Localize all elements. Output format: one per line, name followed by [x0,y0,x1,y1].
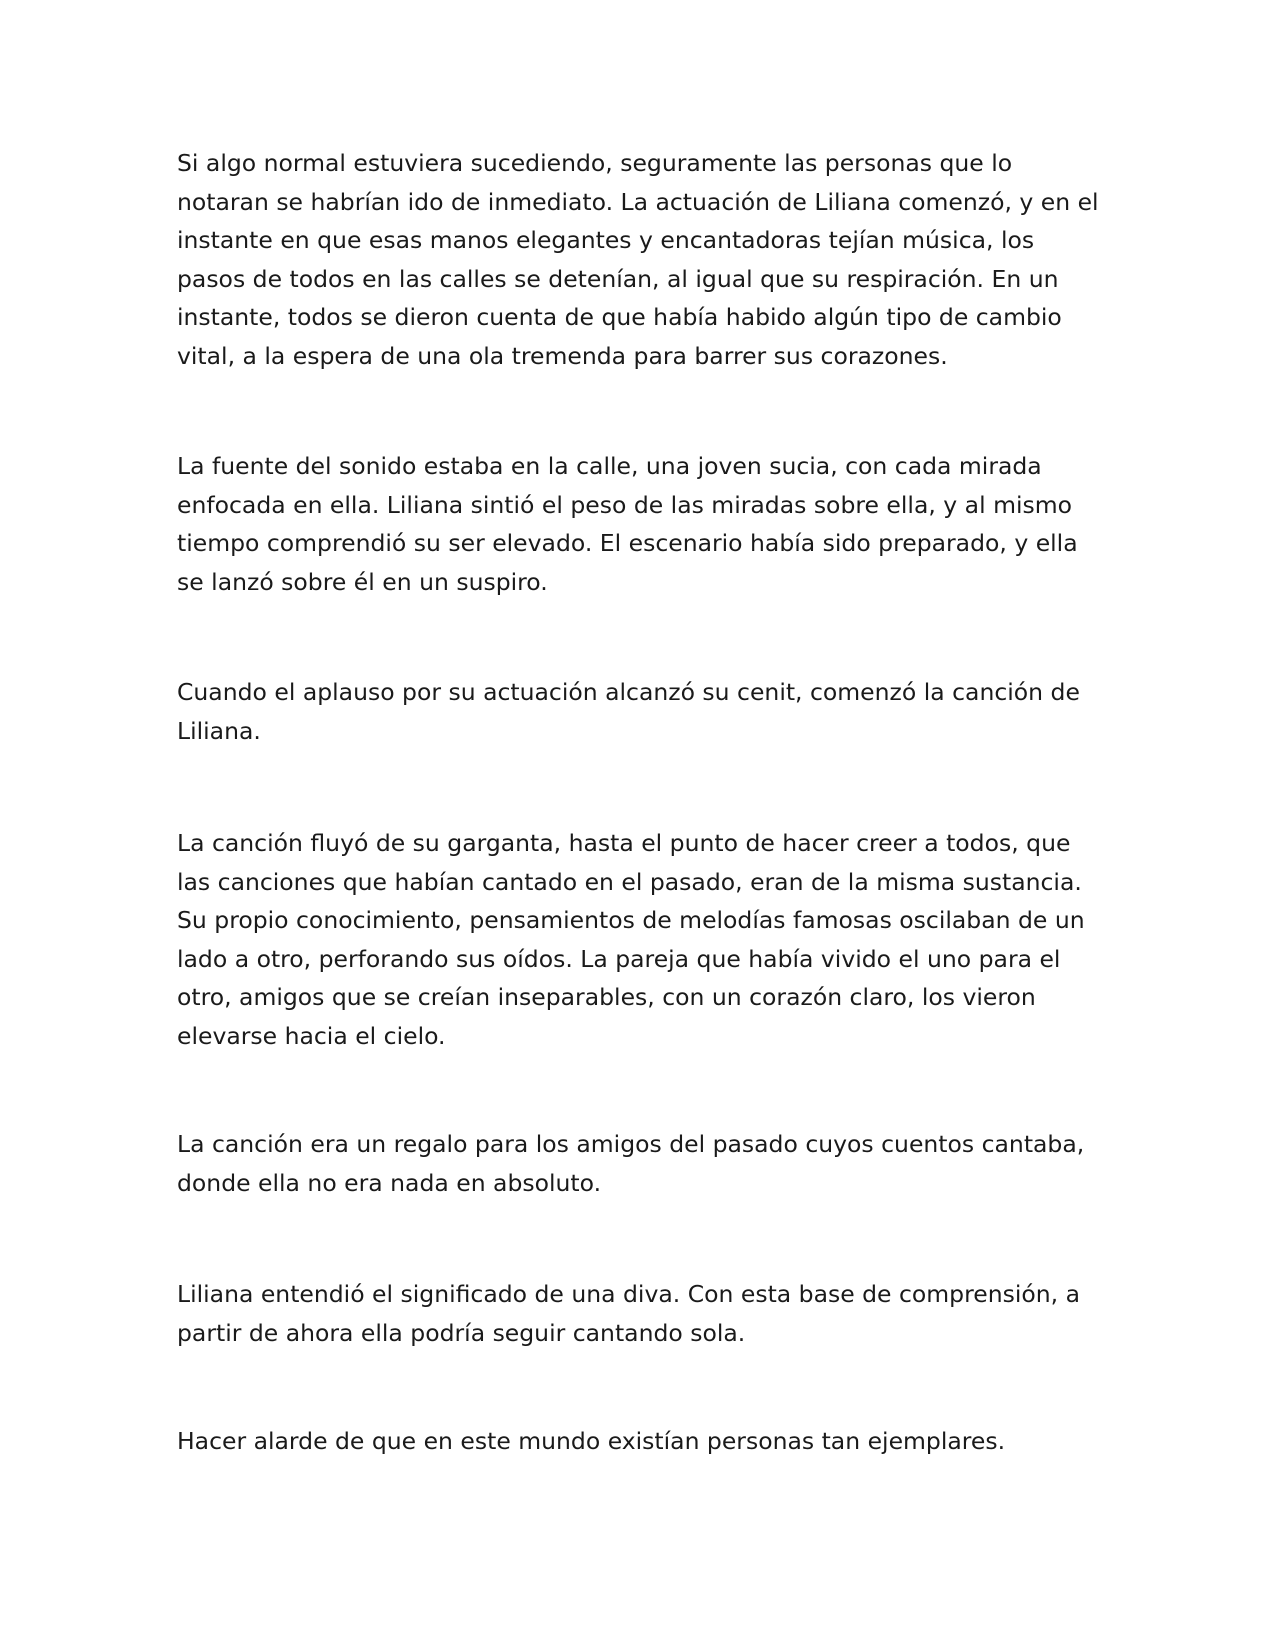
text-line: instante, todos se dieron cuenta de que había habido algún tipo de cambio [177,303,1062,331]
paragraph-2 [177,447,1107,601]
paragraph-6 [177,1275,1107,1352]
text-line: Hacer alarde de que en este mundo existían personas tan ejemplares. [177,1427,1006,1455]
paragraph-1 [177,144,1107,375]
text-line: donde ella no era nada en absoluto. [177,1168,602,1197]
text-line: lado a otro, perforando sus oídos. La pareja que había vivido el uno para el [177,944,1061,973]
paragraph-5 [177,1125,1107,1202]
text-line: otro, amigos que se creían inseparables, con un corazón claro, los vieron [177,983,1036,1011]
text-line: La fuente del sonido estaba en la calle, una joven sucia, con cada mirada [177,452,1042,480]
text-line: La canción fluyó de su garganta, hasta el punto de hacer creer a todos, que [177,829,1071,857]
text-line: se lanzó sobre él en un suspiro. [177,567,548,596]
text-line: Cuando el aplauso por su actuación alcanzó su cenit, comenzó la canción de [177,678,1080,706]
text-line: Liliana. [177,716,261,745]
text-line: elevarse hacia el cielo. [177,1021,446,1050]
text-line: notaran se habrían ido de inmediato. La actuación de Liliana comenzó, y en el [177,187,1099,216]
text-line: partir de ahora ella podría seguir cantando sola. [177,1318,746,1347]
text-line: pasos de todos en las calles se detenían, al igual que su respiración. En un [177,264,1059,293]
text-line: enfocada en ella. Liliana sintió el peso de las miradas sobre ella, y al mismo [177,490,1072,519]
paragraph-7 [177,1422,1107,1461]
text-line: Si algo normal estuviera sucediendo, seguramente las personas que lo [177,149,1013,177]
text-line: instante en que esas manos elegantes y encantadoras tejían música, los [177,226,1035,254]
text-line: La canción era un regalo para los amigos del pasado cuyos cuentos cantaba, [177,1130,1085,1158]
paragraph-3 [177,673,1107,750]
text-line: las canciones que habían cantado en el pasado, eran de la misma sustancia. [177,867,1082,896]
text-line: Liliana entendió el significado de una diva. Con esta base de comprensión, a [177,1280,1080,1308]
text-line: tiempo comprendió su ser elevado. El escenario había sido preparado, y ella [177,529,1078,557]
text-line: vital, a la espera de una ola tremenda para barrer sus corazones. [177,341,948,370]
paragraph-4 [177,824,1107,1055]
text-line: Su propio conocimiento, pensamientos de melodías famosas oscilaban de un [177,906,1085,934]
